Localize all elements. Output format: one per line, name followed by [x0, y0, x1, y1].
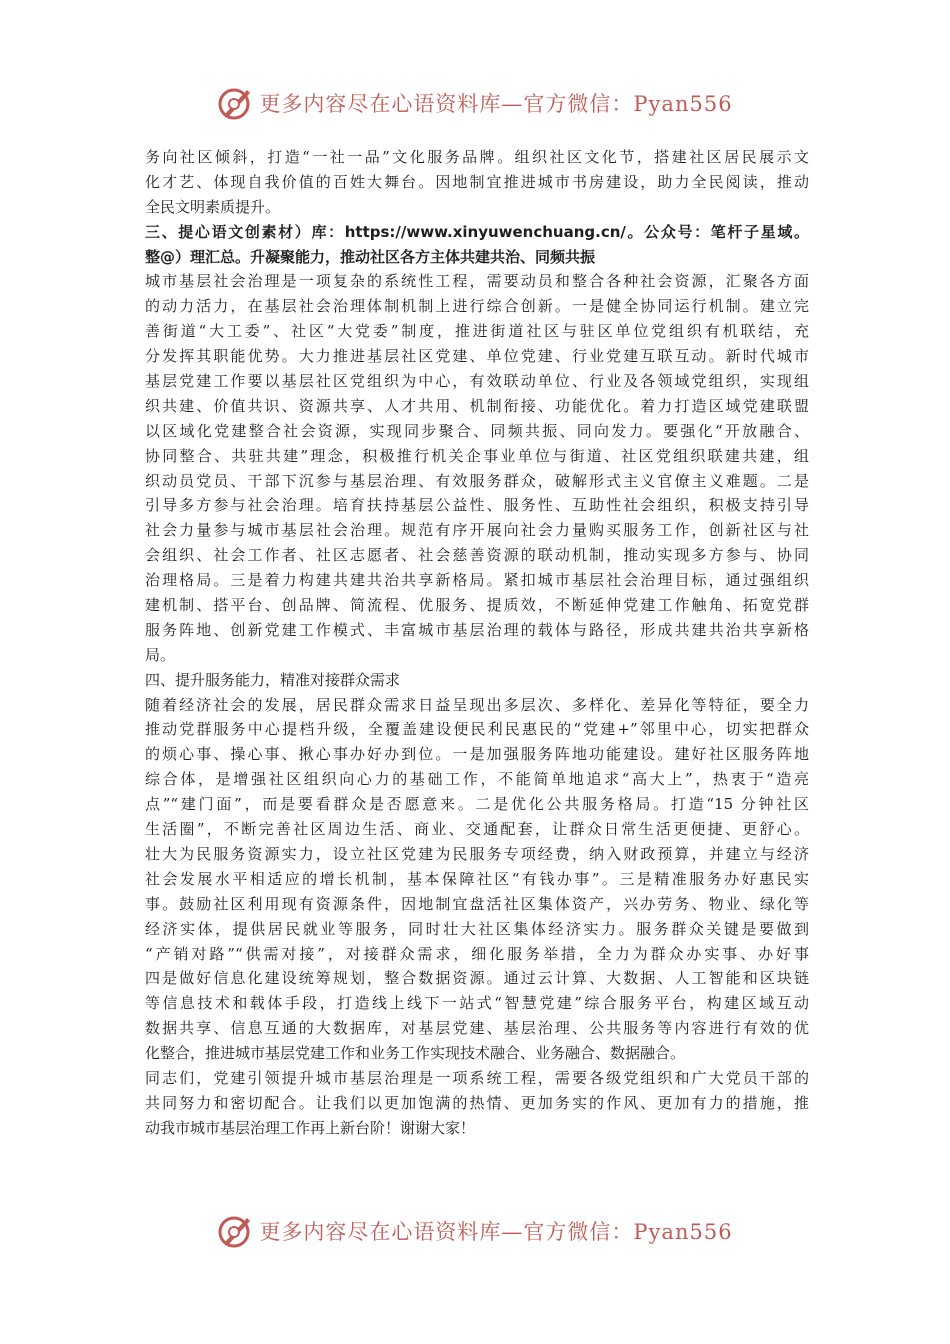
body-text-line: 综合体，是增强社区组织向心力的基础工作，不能简单地追求“高大上”，热衷于“造亮: [145, 770, 809, 789]
footer-banner-text: 更多内容尽在心语资料库—官方微信：Pyan556: [259, 1220, 733, 1244]
body-text-line: 社会发展水平相适应的增长机制，基本保障社区“有钱办事”。三是精准服务办好惠民实: [145, 869, 809, 888]
body-text-line: 事。鼓励社区利用现有资源条件，因地制宜盘活社区集体资产，兴办劳务、物业、绿化等: [145, 894, 809, 913]
body-text-line: 务向社区倾斜，打造“一社一品”文化服务品牌。组织社区文化节，搭建社区居民展示文: [145, 148, 809, 166]
body-text-line: 协同整合、共驻共建”理念，积极推行机关企事业单位与街道、社区党组织联建共建，组: [145, 446, 809, 465]
pen-logo-icon: [217, 84, 255, 122]
body-text-line: 的动力活力，在基层社会治理体制机制上进行综合创新。一是健全协同运行机制。建立完: [145, 297, 809, 316]
header-watermark-banner: [0, 83, 950, 123]
body-text-line: 的烦心事、操心事、揪心事办好办到位。一是加强服务阵地功能建设。建好社区服务阵地: [145, 745, 809, 764]
body-text-line: 点”“建门面”，而是要看群众是否愿意来。二是优化公共服务格局。打造“15 分钟社区: [145, 795, 809, 814]
body-text-line: 化整合，推进城市基层党建工作和业务工作实现技术融合、业务融合、数据融合。: [145, 1044, 686, 1063]
body-text-line: 全民文明素质提升。: [145, 197, 281, 216]
body-text-line: 社会力量参与城市基层社会治理。规范有序开展向社会力量购买服务工作，创新社区与社: [145, 521, 809, 540]
footer-watermark-banner: [0, 1211, 950, 1251]
body-text-line: 会组织、社会工作者、社区志愿者、社会慈善资源的联动机制，推动实现多方参与、协同: [145, 546, 809, 565]
section-heading-line: 三、提心语文创素材）库：https://www.xinyuwenchuang.cn/。公众号：笔杆子星域。: [145, 222, 809, 241]
body-text-line: 基层党建工作要以基层社区党组织为中心，有效联动单位、行业及各领域党组织，实现组: [145, 372, 809, 391]
body-text-line: 共同努力和密切配合。让我们以更加饱满的热情、更加务实的作风、更加有力的措施，推: [145, 1093, 809, 1112]
document-body: [145, 145, 809, 1141]
body-text-line: 经济实体，提供居民就业等服务，同时壮大社区集体经济实力。服务群众关键是要做到: [145, 919, 809, 938]
pen-logo-icon: [217, 1212, 255, 1250]
body-text-line: 四是做好信息化建设统筹规划，整合数据资源。通过云计算、大数据、人工智能和区块链: [145, 969, 809, 988]
body-text-line: “产销对路”“供需对接”，对接群众需求，细化服务举措，全力为群众办实事、办好事: [145, 944, 809, 963]
body-text-line: 四、提升服务能力，精准对接群众需求: [145, 670, 401, 689]
body-text-line: 以区域化党建整合社会资源，实现同步聚合、同频共振、同向发力。要强化“开放融合、: [145, 421, 809, 440]
body-text-line: 分发挥其职能优势。大力推进基层社区党建、单位党建、行业党建互联互动。新时代城市: [145, 347, 809, 366]
body-text-line: 城市基层社会治理是一项复杂的系统性工程，需要动员和整合各种社会资源，汇聚各方面: [145, 272, 809, 291]
section-heading-line: 整@）理汇总。升凝聚能力，推动社区各方主体共建共治、同频共振: [145, 247, 596, 266]
body-text-line: 善街道“大工委”、社区“大党委”制度，推进街道社区与驻区单位党组织有机联结，充: [145, 322, 809, 341]
body-text-line: 等信息技术和载体手段，打造线上线下一站式“智慧党建”综合服务平台，构建区域互动: [145, 994, 809, 1013]
body-text-line: 同志们，党建引领提升城市基层治理是一项系统工程，需要各级党组织和广大党员干部的: [145, 1068, 809, 1087]
body-text-line: 动我市城市基层治理工作再上新台阶！谢谢大家！: [145, 1118, 476, 1137]
body-text-line: 生活圈”，不断完善社区周边生活、商业、交通配套，让群众日常生活更便捷、更舒心。: [145, 820, 809, 839]
body-text-line: 数据共享、信息互通的大数据库，对基层党建、基层治理、公共服务等内容进行有效的优: [145, 1019, 809, 1038]
body-text-line: 引导多方参与社会治理。培育扶持基层公益性、服务性、互助性社会组织，积极支持引导: [145, 496, 809, 515]
body-text-line: 织动员党员、干部下沉参与基层治理、有效服务群众，破解形式主义官僚主义难题。二是: [145, 471, 809, 490]
body-text-line: 推动党群服务中心提档升级，全覆盖建设便民利民惠民的“党建+”邻里中心，切实把群众: [145, 720, 809, 739]
body-text-line: 随着经济社会的发展，居民群众需求日益呈现出多层次、多样化、差异化等特征，要全力: [145, 695, 809, 714]
body-text-line: 织共建、价值共识、资源共享、人才共用、机制衔接、功能优化。着力打造区域党建联盟: [145, 396, 809, 415]
body-text-line: 建机制、搭平台、创品牌、简流程、优服务、提质效，不断延伸党建工作触角、拓宽党群: [145, 596, 809, 615]
header-banner-text: 更多内容尽在心语资料库—官方微信：Pyan556: [259, 92, 733, 116]
body-text-line: 服务阵地、创新党建工作模式、丰富城市基层治理的载体与路径，形成共建共治共享新格: [145, 620, 809, 639]
body-text-line: 化才艺、体现自我价值的百姓大舞台。因地制宜推进城市书房建设，助力全民阅读，推动: [145, 172, 809, 191]
body-text-line: 治理格局。三是着力构建共建共治共享新格局。紧扣城市基层社会治理目标，通过强组织: [145, 571, 809, 590]
body-text-line: 局。: [145, 645, 176, 664]
body-text-line: 壮大为民服务资源实力，设立社区党建为民服务专项经费，纳入财政预算，并建立与经济: [145, 844, 809, 863]
